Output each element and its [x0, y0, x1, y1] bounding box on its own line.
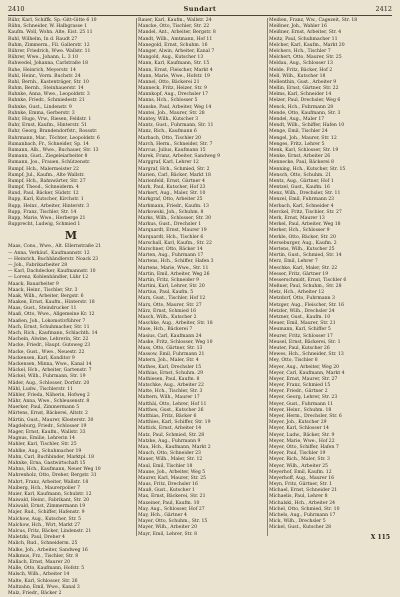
directory-entry: Mennecke, Paul, Bäckerei 8	[269, 160, 334, 166]
directory-entry: Martens, Marie, Wwe., Str. 11	[138, 265, 209, 271]
directory-entry: Meyer, Gust., Fuhrmann 11	[269, 401, 334, 407]
directory-entry: Rupp, Heinr., Arbeiter, Hinterstr. 3	[8, 203, 90, 209]
directory-entry: Mancke, Otto, Tischler, Str. 22	[138, 24, 210, 30]
directory-entry: Mendel, Aug., Maler 17	[269, 117, 325, 122]
directory-entry: Meusel, Ernst, Bäckerei, Str. 1	[269, 339, 341, 345]
column-2-entries	[138, 18, 265, 538]
directory-entry: Mick, Wilh., Drechsler 5	[269, 519, 326, 525]
directory-entry: Marks, Wilh., Schlosser, Str. 30	[138, 216, 212, 221]
directory-entry: Mäckel, Wilh., Fuhrmann, Str. 19	[8, 374, 86, 380]
section-letter: M	[64, 229, 78, 243]
directory-entry: Mahler, Karl, Tischler, Str. 25	[8, 442, 77, 448]
directory-entry: Mantei, Joh., Maurer, Str. 28	[138, 110, 205, 116]
directory-entry: Melcher, Karl, Kaufm., Markt 20	[269, 42, 345, 48]
directory-entry: Meyer, Rich., Maler, Str. 3	[269, 457, 330, 463]
directory-entry: Mähler, Frieda, Näherin, Hofweg 2	[8, 392, 90, 398]
directory-entry: Mäder, Aug., Schlosser, Dorfstr. 20	[8, 380, 90, 386]
directory-entry: Ruhr, Ernst, Kaufm., Hinterstr. 51	[8, 123, 88, 129]
directory-entry: Merkel, Paul, Arbeiter, Weg 18	[269, 222, 341, 228]
directory-entry: Rühr, Karl, Schiffk. Sp.-Gitt-Gitte 6 10	[8, 18, 97, 23]
directory-entry: Mahn, Carl, Buchbinder, Marktpl. 18	[8, 454, 95, 460]
directory-entry: Ruhnke, Gust., Lindenstr. 9	[8, 104, 72, 110]
directory-entry: Maack, Heinr., Tischler, Str. 3	[8, 287, 78, 293]
directory-entry: Maas, Gust., Steindrucker 11	[8, 306, 77, 312]
directory-entry: Rumpf, Jul., Kaufm., Alte Wallstr.	[8, 172, 85, 178]
directory-entry: Maier, Karl, Kaufmann, Schulstr. 12	[8, 491, 92, 497]
directory-entry: Magdeburg, Friedr., Schlosser 19	[8, 423, 87, 429]
directory-entry: Rumpf, Hch., Malermeister 22	[8, 166, 79, 172]
directory-entry: Masius, Carl, Kaufmann 24	[138, 333, 202, 339]
page-header	[8, 3, 392, 15]
directory-entry: Meschke, Karl, Maler, Str. 22	[269, 265, 338, 271]
directory-entry: Maletzki, Paul, Dreher 4	[8, 535, 65, 541]
directory-entry: Mattick, Ernst, Arbeiter 14	[138, 426, 202, 432]
directory-entry: Rumpf, Hch., Bahnwärter, Str. 27	[8, 178, 86, 184]
directory-entry: Mellin, Ernst, Gärtner, Str. 22	[269, 86, 339, 92]
directory-entry: May, Hch., Gärtner 4	[138, 513, 187, 518]
directory-entry: Maiwald, Heinr., Fabrikant, Str. 20	[8, 498, 90, 504]
directory-entry: Rupp, Karl, Kutscher, Kirchstr. 1	[8, 197, 84, 203]
directory-entry: Mauß, Gust., Kutscher 1	[138, 488, 195, 494]
directory-entry: Mayr, Emil, Lehrer, Str. 8	[138, 531, 197, 537]
directory-entry: Mannkopf, Aug., Drechsler 17	[138, 92, 209, 98]
directory-entry: Matz, Paul, Schmied, Str. 28	[138, 432, 205, 438]
directory-entry: Mallach, Ernst, Maurer 20	[8, 559, 71, 565]
header-rule	[8, 15, 392, 16]
directory-entry: Michaelis, Paul, Lehrer 8	[269, 494, 328, 500]
directory-entry: Ruhnke, Emma, Gerberstr. 3	[8, 110, 75, 116]
directory-entry: Matthäi, Otto, Lehrer, Hof 11	[138, 401, 207, 407]
directory-entry: Martin, Emil, Arbeiter, Weg 26	[138, 271, 210, 277]
directory-entry: Metzner, Gust., Kaufm. 10	[269, 315, 331, 320]
directory-entry: Malz, Friedr., Bäcker 2	[8, 590, 62, 596]
column-1-top-entries	[8, 18, 134, 228]
directory-entry: Maul, Emil, Tischler 18	[138, 463, 193, 469]
directory-entry: Maaßen, Joh., Lokomotivführer 7	[8, 318, 86, 324]
directory-entry: Maune, Joh., Arbeiter, Weg 5	[138, 469, 206, 475]
directory-entry: Meyer, Paul, Tischler 19	[269, 451, 326, 457]
directory-entry: Mahns, Hch., Kaufmann, Neuer Weg 10	[8, 467, 101, 473]
directory-entry: Max, Ernst, Bäckerei, Str. 21	[138, 494, 206, 500]
directory-entry: Marggraf, Karl, Lehrer 12	[138, 160, 199, 166]
directory-entry: Mayer, Otto, Schuhm., Str. 15	[138, 519, 208, 525]
directory-entry: Rauer, Karl, Kaufm., Wallstr. 24	[138, 18, 212, 23]
directory-entry: Mathes, Karl, Drechsler 15	[138, 364, 202, 370]
directory-entry: Meyer, Joh., Kutscher 29	[269, 420, 327, 426]
directory-entry: Metzler, Wilh., Drechsler 24	[269, 308, 335, 314]
directory-entry: Menge, Emil, Tischler 24	[269, 129, 328, 135]
directory-entry: Mackensen, Minna, Wwe., Kanal 14	[8, 361, 92, 367]
directory-entry: Maus, Fritz, Drechsler 16	[138, 482, 198, 488]
directory-entry: Mickel, Gust., Kutscher 28	[269, 525, 332, 531]
directory-entry: Menke, Ernst, Arbeiter 26	[269, 154, 331, 160]
directory-entry: Merker, Hch., Schlosser 9	[269, 228, 330, 234]
directory-entry: Michael, Ernst, Schneider 21	[269, 488, 338, 494]
directory-entry: Mertin, Gust., Schmied, Str. 14	[269, 253, 342, 259]
directory-entry: Maiberg, Hch., Maurerpolier 7	[8, 485, 80, 491]
directory-entry: Malcus, Fritz, Bäcker, Lindenstr. 21	[8, 529, 92, 534]
directory-entry: Meitz, Paul, Schuhmacher 11	[269, 36, 338, 42]
column-3	[269, 18, 393, 536]
directory-entry: Marschall, Karl, Kaufm., Str. 22	[138, 240, 212, 246]
directory-entry: Menz, Wilh., Drechsler, Str. 11	[269, 191, 341, 197]
directory-entry: Matzke, Aug., Fuhrmann 9	[138, 438, 201, 444]
column-1	[8, 18, 134, 596]
directory-entry: Matte, Hch., Tischler, Str. 3	[138, 389, 203, 395]
directory-entry: Mertens, Wilh., Kutscher 25	[269, 246, 335, 252]
directory-entry: Rumann, Alb., Wwe., Buchauer, Str. 13	[8, 147, 99, 153]
directory-entry: Rumpf, Theod., Schneiderm. 4	[8, 185, 79, 191]
directory-entry: Ruhrmann, Mar., Töchter, Leopoldstr. 6	[8, 135, 100, 141]
directory-entry: Malkmus, Frz., Tischler, Str. 8	[8, 553, 79, 559]
directory-entry: Majer, Rud., Schiffer, Hafenstr. 9	[8, 510, 85, 516]
directory-entry: Meißner, Joh., Wahler 16	[269, 24, 327, 30]
directory-entry: Maerker, Paul, Zimmermann 5	[8, 405, 80, 411]
directory-entry: Ruhl, Bernh., Kastenträger, Str. 10	[8, 79, 89, 85]
column-3-entries	[269, 18, 393, 532]
directory-entry: Mentz, Aug., Gärtner, Hof 1	[269, 178, 334, 184]
directory-entry: Mantey, Wilh., Kutscher 3	[138, 117, 199, 122]
directory-entry: Mewes, Hch., Schneider, Str. 13	[269, 352, 344, 358]
directory-entry: Mäckel, Hch., Arbeiter, Gartenstr. 7	[8, 368, 92, 374]
directory-entry: Mauer, Wilh., Maler, Str. 12	[138, 457, 203, 463]
directory-entry: Märtin, Gust., Maurer, Klosterstr. 30	[8, 417, 94, 423]
directory-entry: Meyn, Fritz, Gärtner, Str. 1	[269, 482, 333, 488]
directory-entry: Rund, Paul, Bäcker, Südstr. 12	[8, 191, 79, 197]
directory-entry: Marten, Aug., Fuhrmann 17	[138, 253, 204, 259]
directory-entry: Maurer, Karl, Maurer, Str. 25	[138, 475, 207, 481]
directory-entry: Margraf, Hch., Schmied, Str. 2	[138, 166, 210, 172]
directory-entry: Mangold, Aug., Kutscher 13	[138, 55, 204, 61]
directory-entry: Meldau, Aug., Schlosser 13	[269, 61, 333, 67]
directory-entry: March, Herm., Schneider, Str. 7	[138, 141, 213, 147]
directory-entry: Rumann, Jos., Frauen, Schützenstr.	[8, 160, 91, 166]
directory-entry: Meißner, Ernst, Arbeiter, Str. 4	[269, 30, 342, 36]
directory-entry: Meißen, Franz, Ww., Cagezeit, Str. 18	[269, 18, 358, 23]
directory-entry: Ruhnke, Anna, Wwe., Leopoldstr. 3	[8, 92, 90, 98]
directory-entry: Meyer, Georg, Lehrer, Str. 23	[269, 395, 338, 401]
directory-entry: Merz, Emil, Lehrer 7	[269, 259, 318, 265]
directory-entry: Manns, Hch., Schlosser 5	[138, 98, 198, 104]
directory-entry: Malsch, Wilh., Arbeiter 14	[8, 572, 70, 578]
directory-entry: Mann, Karl, Kaufmann, Str. 15	[138, 61, 210, 67]
directory-entry: Meyerhof, Emil, Kaufm. 12	[269, 469, 332, 475]
directory-entry: Ruhm, Bernh., Steinhauerstr. 14	[8, 86, 84, 92]
directory-entry: Machein, Alwine, Lehrerin, Str. 22	[8, 337, 89, 343]
directory-entry: Macke, Friedr., Haupt. Gutsweg 23	[8, 343, 91, 349]
directory-entry: Massow, Emil, Fuhrmann 21	[138, 352, 205, 358]
directory-entry: Mann, Marie, Wwe., Hofstr. 19	[138, 73, 210, 79]
directory-entry: Mell, Wilh., Kutscher 18	[269, 73, 326, 79]
page-number-left: 2410	[8, 5, 25, 13]
directory-entry: Mattern, Wilh., Maurer 17	[138, 395, 200, 401]
directory-entry: Menzel, Emil, Fuhrmann 23	[269, 197, 335, 203]
directory-entry: Matthies, Karl, Schiffer, Str. 19	[138, 420, 211, 426]
directory-entry: Michel, Otto, Schmied, Str. 10	[269, 506, 340, 512]
directory-entry: Matern, Joh., Maler, Str. 4	[138, 358, 199, 364]
directory-entry: Martius, Paul, Kaufm. 5	[138, 290, 194, 296]
directory-entry: Mendt, Wilh., Schiffer, Hafen 10	[269, 123, 345, 129]
directory-entry: Matthes, Gust., Kutscher 26	[138, 407, 204, 413]
running-title: Sundart	[183, 5, 217, 13]
directory-entry: Martin, Fritz, Schneider 9	[138, 277, 199, 283]
directory-entry: Malte, Karl, Schlosser, Str. 26	[8, 578, 78, 584]
directory-entry: Mann, Ernst, Fleischer, Markt 4	[138, 67, 213, 73]
directory-entry: Manger, Alwin, Arbeiter, Kanal 7	[138, 48, 215, 54]
directory-entry: Markgraf, Otto, Arbeiter 25	[138, 197, 203, 203]
directory-entry: Mentzel, Gust., Kaufm. 16	[269, 185, 330, 191]
directory-entry: Meyer, Friedr., Gärtner 2	[269, 389, 328, 395]
directory-entry: — Anna, Verkäuf., Kaufmannstr. 12	[8, 250, 90, 256]
directory-entry: Meyer, Ludw., Bäcker, Str. 9	[269, 432, 335, 438]
directory-entry: Macke, Gust., Wwe., Neuestr. 22	[8, 349, 85, 355]
directory-entry: Rührer, Wwe., Johann, L. 3 10	[8, 55, 78, 61]
directory-entry: Meyer, Franz, Schmied 15	[269, 383, 331, 389]
directory-entry: Magnus, Emilie, Lehrerin 14	[8, 436, 75, 442]
directory-entry: Mende, Otto, Kaufmann, Str. 3	[269, 110, 341, 116]
directory-entry: Maaß, Otto, Wwe., Allgemeine Kr. 12	[8, 312, 95, 318]
directory-entry: Melms, Karl, Schneider 14	[269, 92, 332, 98]
directory-entry: Rupprecht, Ludwig, Schmied 1	[8, 222, 81, 228]
directory-entry: Merseburger, Aug., Kaufm. 2	[269, 240, 337, 246]
directory-entry: Marienfeld, Ernst, Gärtner 4	[138, 178, 205, 184]
directory-entry: Markus, Gust., Drechsler 1	[138, 222, 202, 228]
directory-entry: Menk, Karl, Schlosser, Str. 19	[269, 147, 339, 153]
directory-entry: Mathiesen, Paul, Kaufm. 8	[138, 376, 200, 382]
signature-mark: X 115	[370, 534, 390, 541]
directory-entry: May, Aug., Schlosser, Hof 27	[138, 506, 205, 512]
directory-entry: Melde, Fritz, Bäcker, Hof 2	[269, 67, 333, 73]
directory-entry: Malle, Otto, Kaufmann, Hofstr. 5	[8, 566, 85, 572]
directory-entry: Mase, Hch., Bäckerei 7	[138, 327, 193, 333]
directory-entry: Manske, Paul, Arbeiter, Weg 14	[138, 104, 212, 110]
directory-entry: Menning, Hch., Kutscher, Str. 15	[269, 166, 346, 172]
directory-entry: Meyer, Aug., Arbeiter, Weg 20	[269, 364, 340, 370]
directory-entry: Meyer, Herm., Drechsler, Str. 6	[269, 414, 342, 419]
page-number-right: 2412	[375, 5, 392, 13]
directory-entry: Mager, Ernst, Kaufm., Wallstr. 33	[8, 430, 86, 435]
directory-entry: Rühn, Schneider, W. Halbgrasse 1	[8, 24, 88, 30]
directory-entry: Mengel, Joh., Maurer, Str. 12	[269, 135, 337, 141]
directory-entry: Martens, Hch., Schiffer, Hafen 3	[138, 259, 214, 265]
directory-entry: Melchert, Otto, Maurer, Str. 25	[269, 55, 342, 61]
directory-entry: Meyer, Heinr., Schuhm. 18	[269, 407, 332, 413]
directory-entry: Mauch, Otto, Schneider 23	[138, 451, 201, 457]
directory-entry: Markert, Aug., Maler, Str. 10	[138, 191, 206, 197]
directory-entry: Mellenthin, Gust., Arbeiter 9	[269, 79, 337, 85]
directory-entry: Maske, Fritz, Schlosser, Weg 10	[138, 339, 213, 345]
directory-entry: Malchow, Hch., Wirt, Markt 27	[8, 522, 81, 528]
directory-entry: Meyer, Carl, Kaufmann, Markt 4	[269, 370, 345, 376]
column-divider	[136, 18, 137, 536]
directory-entry: Ruhm, Zimmerm., Fil. Gallerstr. 12	[8, 42, 90, 48]
directory-entry: Malchow, Aug., Kutscher, Str. 5	[8, 516, 81, 522]
directory-entry: Manneck, Fritz, Heizer, Str. 9	[138, 86, 207, 92]
directory-entry: Mannel, Otto, Bäckerei 21	[138, 79, 200, 85]
directory-entry: Mähr, Anna, Wwe., Schleusenstr. 8	[8, 399, 90, 405]
directory-entry: Markowski, Joh., Schuhm. 8	[138, 209, 204, 215]
directory-entry: Ruhwedel, Johanna, Carlstraße 18	[8, 61, 89, 67]
directory-entry: Maack, Bauarbeiter 9	[8, 281, 59, 287]
directory-entry: Meuer, Emil, Maurer, Str. 21	[269, 321, 336, 327]
directory-entry: Merk, Ernst, Maurer 13	[269, 216, 325, 221]
directory-entry: Rumann, Gust., Ziegeleiarbeiter 8	[8, 154, 88, 160]
directory-entry: Masch, Wilh., Kutscher 2	[138, 315, 197, 320]
directory-entry: Manz, Rich., Kaufmann 6	[138, 129, 197, 135]
directory-entry: Maas, Cons., Wwe., Alt. Ellernstraße 21	[8, 244, 102, 250]
directory-entry: Mahnke, Erna, Gastwirtschaft 15	[8, 460, 86, 466]
directory-entry: Messerschmidt, Ernst, Tischler 6	[269, 277, 347, 283]
directory-entry: Ruhnke, Friedr., Schmiedestr. 21	[8, 98, 85, 104]
column-1-bottom-entries	[8, 244, 134, 597]
directory-entry: Matschke, Aug., Arbeiter 22	[138, 383, 204, 389]
directory-entry: Meyer, Otto, Schiffer, Hafen 7	[269, 444, 339, 450]
directory-entry: Messer, Fritz, Gärtner 19	[269, 271, 329, 277]
directory-entry: Mayer, Wilh., Arbeiter 20	[138, 525, 197, 531]
directory-entry: Ruhr, Hugo, Vrw., Riesen, Feldstr. 1	[8, 117, 92, 122]
directory-entry: Meyer, Marie, Wwe., Hof 22	[269, 438, 335, 444]
directory-entry: Marien, Carl, Bäcker, Markt 18	[138, 172, 211, 178]
directory-entry: Ruhl, Heinr., Vorm. Buchstr. 24	[8, 73, 81, 79]
directory-entry: Martini, Karl, Lehrer, Str. 20	[138, 284, 205, 290]
directory-entry: Maaken, Ernst, Kaufm., Hinterstr. 18	[8, 300, 95, 306]
directory-entry: Mensch, Otto, Schuhm. 21	[269, 172, 332, 178]
directory-entry: Matthias, Fritz, Bäcker 6	[138, 414, 197, 419]
directory-entry: Manegold, Ernst, Schuhm. 16	[138, 42, 208, 48]
directory-entry: Maltzahn, Emil, Wwe., Kanal 3	[8, 584, 80, 590]
directory-entry: Rumanbach, Fr., Schneider, Sp. 14	[8, 141, 89, 147]
directory-entry: Mau, Hch., Kaufmann, Markt 2	[138, 444, 211, 450]
directory-entry: Märtens, Ernst, Bäckerei, Altstr. 2	[8, 411, 88, 417]
directory-entry: Meyerhoff, Aug., Maurer 16	[269, 475, 335, 481]
directory-entry: Marek, Franz, Arbeiter, Sandweg 9	[138, 154, 221, 160]
directory-entry: Mass, Otto, Gärtner, Str. 13	[138, 345, 203, 351]
directory-entry: Marquardt, Hch., Tischler 6	[138, 234, 204, 240]
directory-entry: Ruhl, Wilhelm, In d. Raudt 27	[8, 36, 78, 42]
directory-entry: Mähl, Ludw., Tischlerstr. 11	[8, 386, 73, 392]
directory-entry: Mach, Rich., Kaufmann, Schlachth. 14	[8, 331, 98, 336]
directory-entry: Meyer, Karl, Schlosser 14	[269, 426, 329, 432]
directory-entry: Maiwald, Ernst, Zimmermann 19	[8, 504, 86, 510]
directory-entry: Maak, Wilh., Arbeiter, Bergstr. 6	[8, 293, 84, 299]
directory-entry: Kaufm. Woll, Wohn. Alte, Eist. 25 11	[8, 30, 93, 36]
directory-entry: Mandel, Ant., Arbeiter, Bergstr. 8	[138, 30, 216, 36]
directory-entry: Maxeiner, Paul, Kaufm. 10	[138, 500, 200, 506]
directory-entry: Meurer, Fritz, Schlosser 17	[269, 333, 333, 339]
directory-entry: Mackensen, Karl, Konditor 9	[8, 355, 75, 361]
directory-entry: — Heinrich, Buchhändlerstr. Noack 23	[8, 256, 99, 262]
directory-entry: Maschke, Aug., Arbeiter, Str. 18	[138, 321, 213, 327]
directory-entry: Mahlke, Aug., Schuhmacher 19	[8, 448, 82, 454]
directory-entry: Meßner, Paul, Schuhm., Str. 28	[269, 284, 342, 290]
directory-entry: Merkle, Otto, Bäcker, Str. 20	[269, 234, 336, 240]
directory-entry: Mahrenholz, Otto, Dreher, Bergstr. 31	[8, 473, 97, 479]
directory-entry: Menges, Fritz, Lehrer 5	[269, 141, 325, 147]
directory-entry: Merckel, Fritz, Tischler, Str. 27	[269, 209, 342, 215]
directory-entry: Malich, Rud., Schneiderm. 25	[8, 541, 78, 547]
directory-entry: Michels, Aug., Fuhrmann 17	[269, 513, 336, 518]
directory-entry: Meyer, Wilh., Arbeiter 25	[269, 463, 328, 469]
directory-entry: Marx, Otto, Maurer, Str. 27	[138, 302, 202, 308]
directory-entry: Markmann, Friedr., Kaufm. 13	[138, 203, 209, 209]
directory-entry: Marx, Gust., Tischler, Hof 12	[138, 296, 206, 302]
directory-entry: Rupp, Marie, Wwe., Herberge 21	[8, 216, 86, 221]
directory-entry: Mach, Ernst, Schuhmacher, Str. 11	[8, 324, 90, 330]
directory-entry: Metzger, Aug., Fleischer, Str. 16	[269, 302, 345, 308]
directory-entry: Mahrt, Franz, Arbeiter, Wallstr. 18	[8, 479, 89, 485]
directory-entry: Michalski, Hch., Arbeiter 24	[269, 500, 336, 506]
directory-entry: Marschner, Otto, Bäcker 14	[138, 246, 203, 252]
directory-entry: — Joh., Fabrikarbeiter 28	[8, 262, 68, 268]
directory-entry: Rührer, Friedrich, Wwe. Wallstr. 11	[8, 48, 91, 54]
directory-entry: Marquardt, Ernst, Maurer 19	[138, 228, 207, 234]
column-2	[138, 18, 265, 536]
directory-entry: Mey, Otto, Tischler 8	[269, 358, 318, 364]
directory-entry: Meuter, Paul, Kutscher 26	[269, 345, 330, 351]
directory-entry: Melzer, Paul, Drechsler, Weg 6	[269, 98, 341, 104]
directory-entry: Rupp, Franz, Tischler, Str. 14	[8, 209, 77, 215]
directory-entry: Meyer, Ernst, Maurer, Str. 27	[269, 376, 338, 382]
directory-entry: Marbach, Otto, Tischler 20	[138, 135, 202, 141]
directory-entry: März, Ernst, Schmied 16	[138, 308, 197, 314]
directory-entry: Meumann, Karl, Schiffer 5	[269, 327, 331, 333]
directory-entry: Ruhe, Heinrich, Meyerstr. 14	[8, 67, 76, 73]
directory-entry: Melchers, Hch., Tischler 7	[269, 48, 331, 54]
directory-entry: Merbach, Karl, Schneider 4	[269, 203, 334, 209]
directory-entry: Marcus, Julius, Kaufmann 15	[138, 147, 206, 153]
directory-entry: Ruhr, Georg, Brandendorfstr., Rossstr.	[8, 129, 98, 135]
directory-entry: Mathias, Ernst, Schuhm. 29	[138, 370, 204, 376]
directory-entry: — Karl, Dachdecker, Kaufmannstr. 10	[8, 269, 96, 275]
column-divider	[267, 18, 268, 536]
directory-entry: Metz, Hch., Arbeiter 12	[269, 290, 325, 296]
directory-entry: Mantz, Gust., Fuhrmann, Str. 11	[138, 123, 214, 129]
directory-entry: Menck, Hch., Fuhrmann 28	[269, 104, 334, 110]
directory-entry: — Lorenz, Kohlenhändler, Lühr 12	[8, 275, 89, 281]
directory-entry: Mandt, Wilh., Amtmann, Hof 11	[138, 36, 213, 42]
directory-entry: Metzdorf, Otto, Fuhrmann 3	[269, 296, 335, 302]
directory-entry: Mark, Paul, Kutscher, Hof 23	[138, 185, 206, 191]
directory-entry: Malke, Joh., Arbeiter, Sandweg 16	[8, 547, 88, 553]
